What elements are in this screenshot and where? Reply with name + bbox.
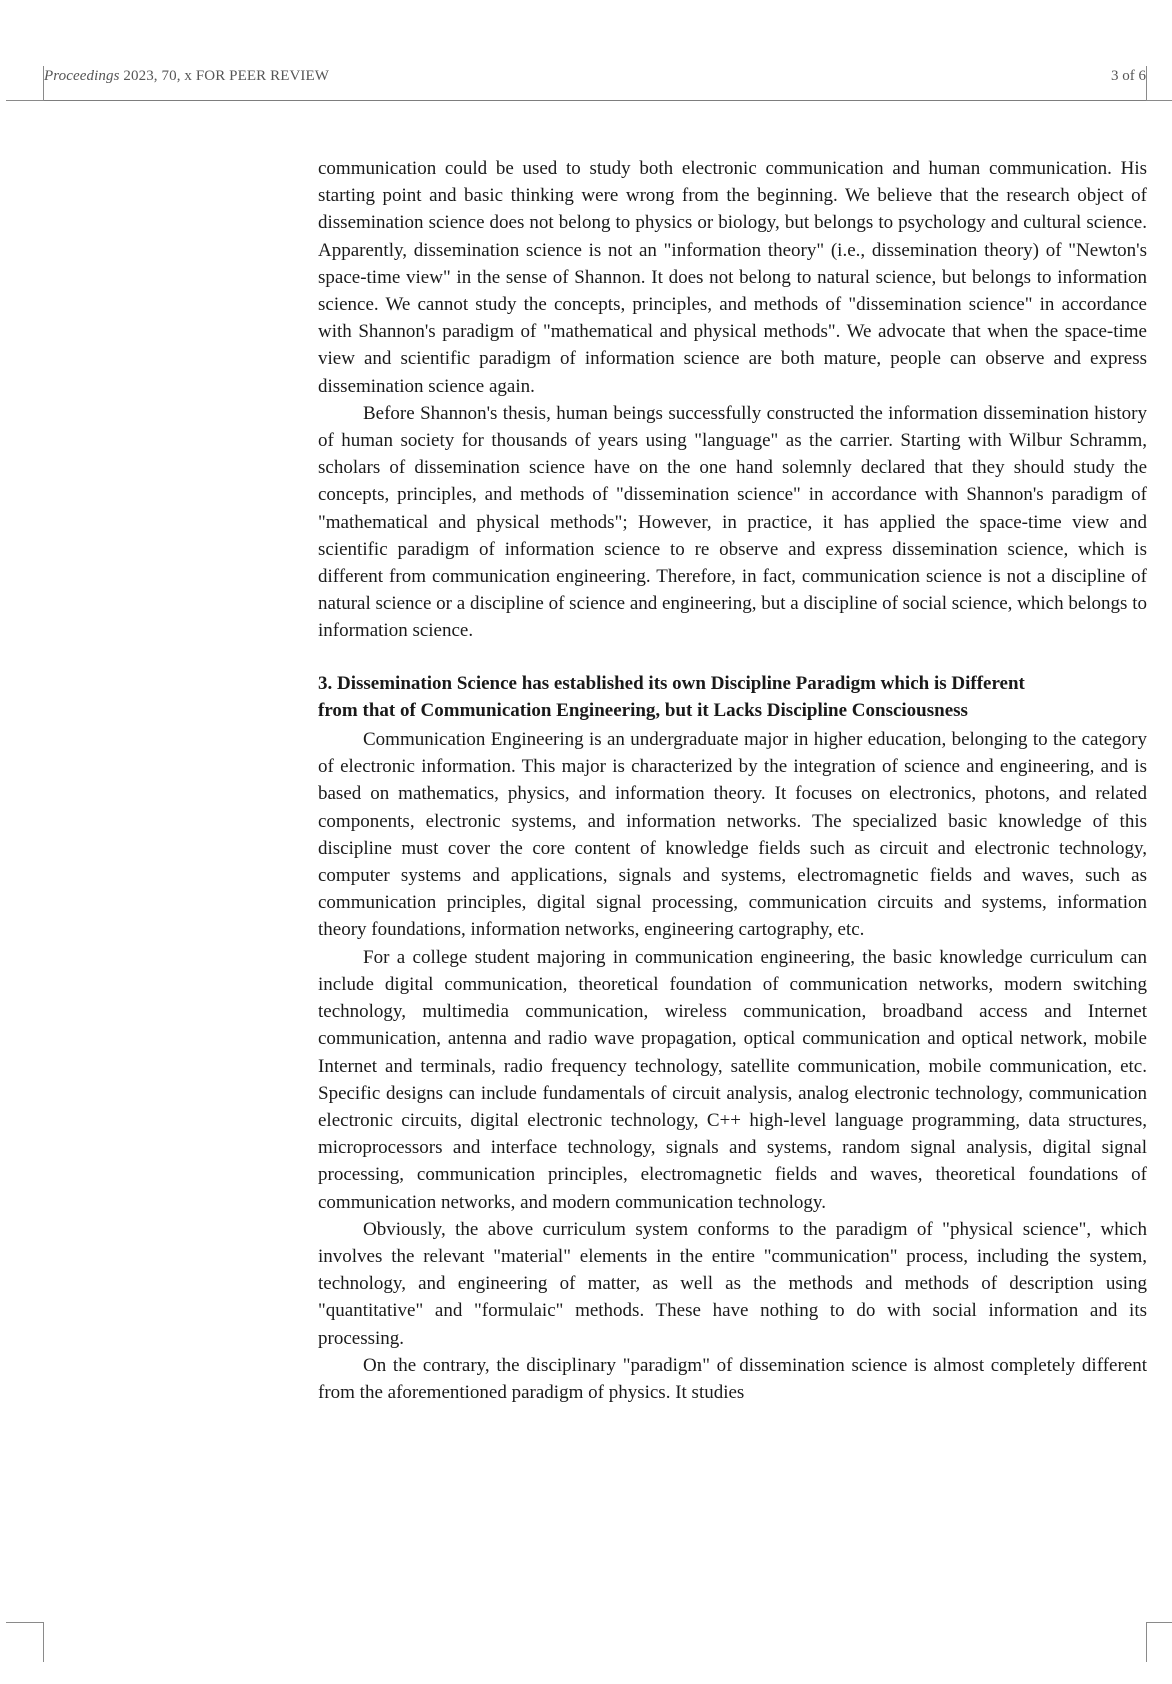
paragraph: Before Shannon's thesis, human beings successfully constructed the information dissemination history of human society for thousands of years using "language" as the carrier. Starting with Wilbur Schramm, scholars of dissemination science have on the one hand solemnly declared that they should study the concepts, principles, and methods of "dissemination science" in accordance with Shannon's paradigm of "mathematical and physical methods"; However, in practice, it has applied the space-time view and scientific paradigm of information science to re observe and express dissemination science, which is different from communication engineering. Therefore, in fact, communication science is not a discipline of natural science or a discipline of science and engineering, but a discipline of social science, which belongs to information science. bbox=[318, 402, 1147, 642]
running-header bbox=[44, 68, 329, 85]
paragraph-continued: communication could be used to study both electronic communication and human communication. His starting point and basic thinking were wrong from the beginning. We believe that the research object of dissemination science does not belong to physics or biology, but belongs to psychology and cultural science. Apparently, dissemination science is not an "information theory" (i.e., dissemination theory) of "Newton's space-time view" in the sense of Shannon. It does not belong to natural science, but belongs to information science. We cannot study the concepts, principles, and methods of "dissemination science" in accordance with Shannon's paradigm of "mathematical and physical methods". We advocate that when the space-time view and scientific paradigm of information science are both mature, people can observe and express dissemination science again. bbox=[318, 158, 1147, 397]
crop-mark-top-right-horizontal bbox=[1146, 100, 1172, 101]
crop-mark-bottom-left-vertical bbox=[43, 1622, 44, 1662]
paragraph: Obviously, the above curriculum system conforms to the paradigm of "physical science", which involves the relevant "material" elements in the entire "communication" process, including the system, technology, and engineering of matter, as well as the methods and methods of description using "quantitative" and "formulaic" methods. These have nothing to do with social information and its processing. bbox=[318, 1218, 1147, 1349]
paragraph: Communication Engineering is an undergraduate major in higher education, belonging to the category of electronic information. This major is characterized by the integration of science and engineering, and is based on mathematics, physics, and information theory. It focuses on electronics, photons, and related components, electronic systems, and information networks. The specialized basic knowledge of this discipline must cover the core content of knowledge fields such as circuit and electronic technology, computer systems and applications, signals and systems, electromagnetic fields and waves, such as communication principles, digital signal processing, communication circuits and systems, information theory foundations, information networks, engineering cartography, etc. bbox=[318, 729, 1147, 941]
crop-mark-bottom-right-vertical bbox=[1146, 1622, 1147, 1662]
crop-mark-bottom-left-horizontal bbox=[6, 1622, 44, 1623]
crop-mark-bottom-right-horizontal bbox=[1146, 1622, 1172, 1623]
journal-name: Proceedings bbox=[44, 68, 120, 84]
paragraph: On the contrary, the disciplinary "paradigm" of dissemination science is almost completely different from the aforementioned paradigm of physics. It studies bbox=[318, 1354, 1147, 1403]
body-text-column bbox=[318, 155, 1147, 1406]
crop-mark-top-left-vertical bbox=[43, 66, 44, 100]
header-rule bbox=[44, 100, 1146, 101]
paragraph: For a college student majoring in communication engineering, the basic knowledge curriculum can include digital communication, theoretical foundation of communication networks, modern switching technology, multimedia communication, wireless communication, broadband access and Internet communication, antenna and radio wave propagation, optical communication and optical network, mobile Internet and terminals, radio frequency technology, satellite communication, mobile communication, etc. Specific designs can include fundamentals of circuit analysis, analog electronic technology, communication electronic circuits, digital electronic technology, C++ high-level language programming, data structures, microprocessors and interface technology, signals and systems, random signal analysis, digital signal processing, communication principles, electromagnetic fields and waves, theoretical foundations of communication networks, and modern communication technology. bbox=[318, 946, 1147, 1213]
page-number: 3 of 6 bbox=[1111, 68, 1146, 84]
crop-mark-top-right-vertical bbox=[1146, 66, 1147, 100]
citation-info: 2023, 70, x FOR PEER REVIEW bbox=[123, 68, 330, 84]
crop-mark-top-left-horizontal bbox=[6, 100, 44, 101]
section-heading: 3. Dissemination Science has established its own Discipline Paradigm which is Different from that of Communication Engineering, but it Lacks Discipline Consciousness bbox=[318, 672, 1025, 721]
